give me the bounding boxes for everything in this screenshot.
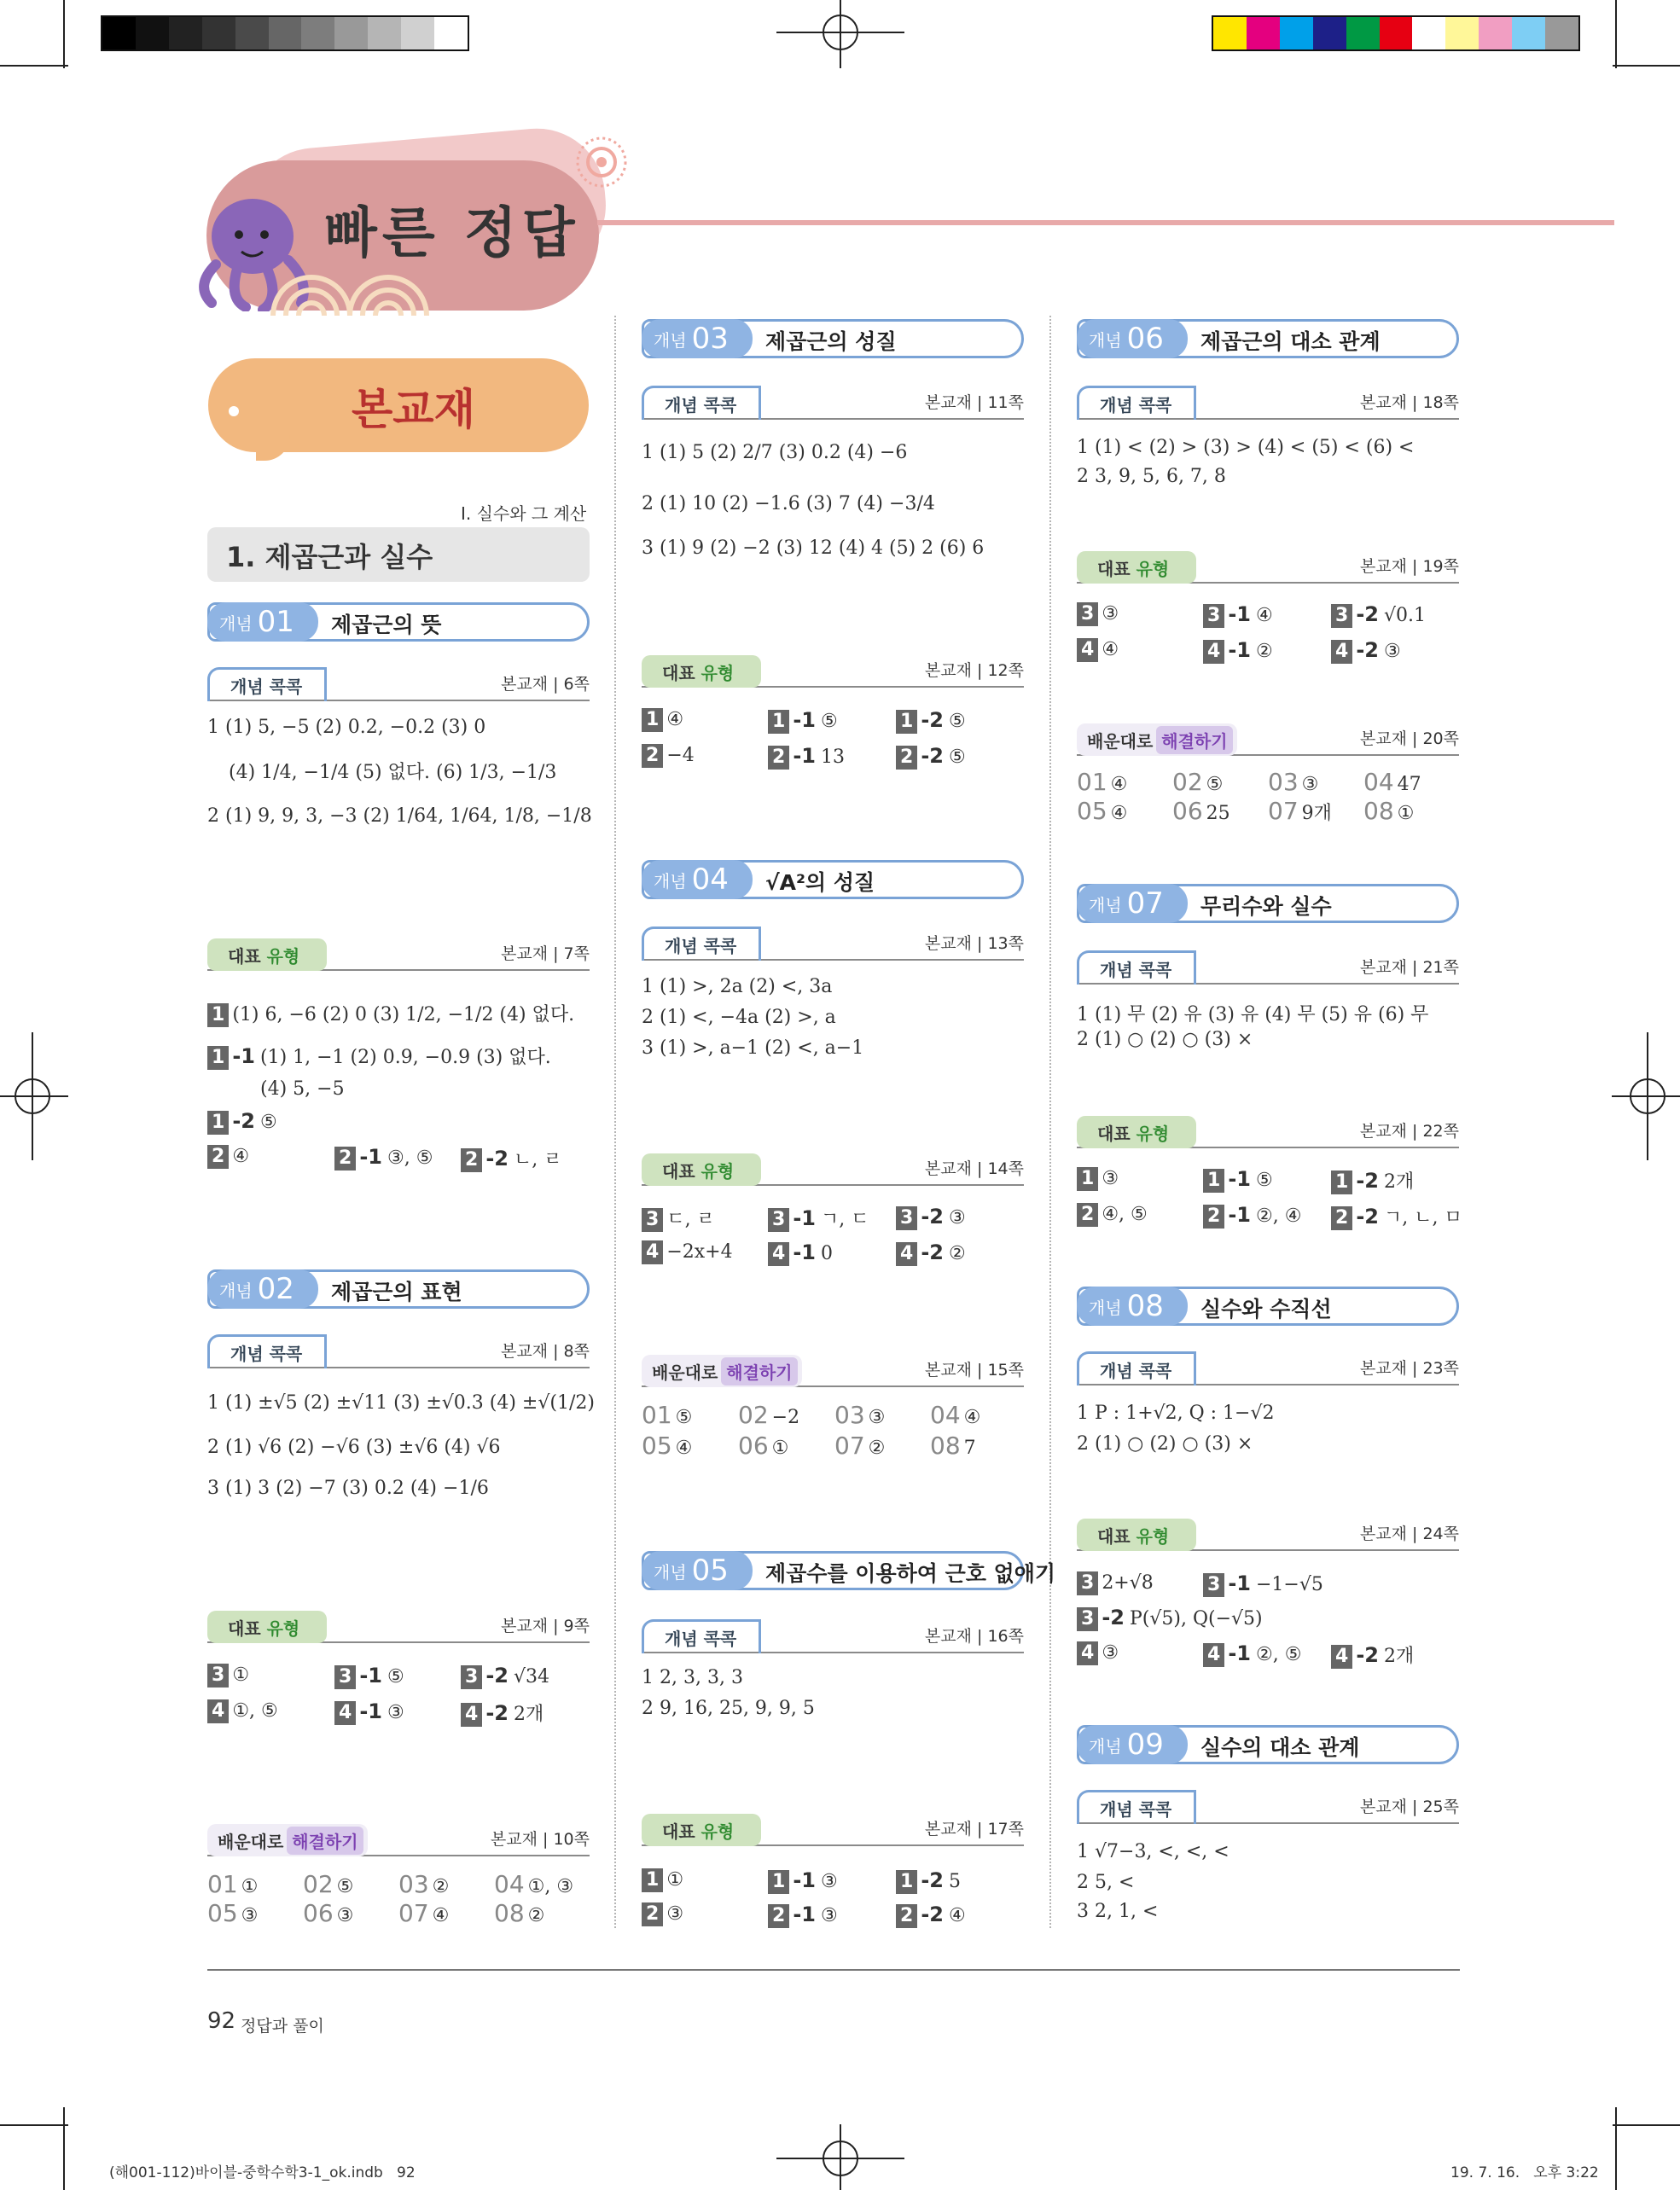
answer-line: 2 −4 xyxy=(642,744,695,768)
answer-line: 01 ① xyxy=(207,1870,259,1898)
answer-line: 3 (1) 3 (2) −7 (3) 0.2 (4) −1/6 xyxy=(207,1478,489,1499)
concept-header-08: 개념 08 실수와 수직선 xyxy=(1077,1287,1459,1326)
answer-line: 1 (1) >, 2a (2) <, 3a xyxy=(642,976,833,997)
answer-line: 1 (1) 6, −6 (2) 0 (3) 1/2, −1/2 (4) 없다. xyxy=(207,1000,574,1027)
chapter-tag: I. 실수와 그 계산 xyxy=(461,503,587,524)
answer-line: 01 ④ xyxy=(1077,768,1128,796)
answer-line: 4 -2 ② xyxy=(896,1240,966,1266)
check-subheader: 개념 콕콕 본교재 | 21쪽 xyxy=(1077,950,1459,985)
answer-line: 06 ① xyxy=(738,1432,789,1460)
concept-header-03: 개념 03 제곱근의 성질 xyxy=(642,319,1024,358)
answer-line: 1 √7−3, <, <, < xyxy=(1077,1841,1229,1862)
answer-line: 05 ④ xyxy=(642,1432,693,1460)
answer-line: 3 (1) 9 (2) −2 (3) 12 (4) 4 (5) 2 (6) 6 xyxy=(642,537,985,559)
registration-mark xyxy=(776,0,904,68)
print-date-info: 19. 7. 16. 오후 3:22 xyxy=(1450,2164,1599,2181)
concept-header-05: 개념 05 제곱수를 이용하여 근호 없애기 xyxy=(642,1551,1024,1590)
crop-mark xyxy=(0,2124,68,2126)
answer-line: 3 -1 ⑤ xyxy=(334,1664,404,1689)
book-label-dot xyxy=(229,406,239,416)
check-subheader: 개념 콕콕 본교재 | 25쪽 xyxy=(1077,1790,1459,1824)
answer-line: (4) 5, −5 xyxy=(260,1078,345,1100)
concept-header-01: 개념 01 제곱근의 뜻 xyxy=(207,602,590,642)
answer-line: 1 -2 ⑤ xyxy=(896,708,966,734)
answer-line: 3 ① xyxy=(207,1664,249,1688)
answer-line: 4 -2 2개 xyxy=(1331,1641,1414,1669)
rep-subheader: 대표 유형 본교재 | 7쪽 xyxy=(207,937,590,971)
answer-line: 3 ③ xyxy=(1077,602,1119,626)
answer-line: 06 ③ xyxy=(303,1899,354,1927)
answer-line: 2 5, < xyxy=(1077,1872,1135,1893)
crop-mark xyxy=(1613,65,1680,67)
rep-subheader: 대표 유형 본교재 | 14쪽 xyxy=(642,1152,1024,1186)
answer-line: 3 -1 −1−√5 xyxy=(1203,1571,1323,1597)
answer-line: 2 -1 ③, ⑤ xyxy=(334,1145,433,1171)
answer-line: 4 -2 ③ xyxy=(1331,638,1401,664)
answer-line: 3 2, 1, < xyxy=(1077,1901,1159,1922)
concept-header-04: 개념 04 √A²의 성질 xyxy=(642,860,1024,899)
answer-line: 1 (1) 5, −5 (2) 0.2, −0.2 (3) 0 xyxy=(207,717,486,738)
answer-line: 1 2, 3, 3, 3 xyxy=(642,1667,743,1688)
chapter-title: 1. 제곱근과 실수 xyxy=(226,541,433,573)
answer-line: 1 ① xyxy=(642,1868,683,1892)
solve-subheader: 배운대로 해결하기 본교재 | 10쪽 xyxy=(207,1822,590,1856)
concept-header-09: 개념 09 실수의 대소 관계 xyxy=(1077,1725,1459,1764)
rep-subheader: 대표 유형 본교재 | 17쪽 xyxy=(642,1812,1024,1846)
answer-line: 2 (1) ○ (2) ○ (3) × xyxy=(1077,1029,1253,1050)
answer-line: 3 (1) >, a−1 (2) <, a−1 xyxy=(642,1037,864,1059)
check-subheader: 개념 콕콕 본교재 | 13쪽 xyxy=(642,927,1024,961)
answer-line: 3 -2 P(√5), Q(−√5) xyxy=(1077,1606,1263,1631)
answer-line: 2 -1 ③ xyxy=(768,1902,838,1928)
grayscale-color-bar xyxy=(101,15,469,51)
crop-mark xyxy=(0,65,68,67)
cmyk-color-bar xyxy=(1212,15,1580,51)
answer-line: 3 -2 √34 xyxy=(461,1664,549,1689)
solve-subheader: 배운대로 해결하기 본교재 | 15쪽 xyxy=(642,1353,1024,1387)
check-subheader: 개념 콕콕 본교재 | 16쪽 xyxy=(642,1619,1024,1653)
answer-line: 2 3, 9, 5, 6, 7, 8 xyxy=(1077,466,1226,487)
answer-line: 08 ② xyxy=(494,1899,545,1927)
answer-line: 06 25 xyxy=(1172,797,1230,825)
answer-line: 1 (1) ±√5 (2) ±√11 (3) ±√0.3 (4) ±√(1/2) xyxy=(207,1392,595,1414)
answer-line: 1 -1 ⑤ xyxy=(768,708,838,734)
check-subheader: 개념 콕콕 본교재 | 18쪽 xyxy=(1077,386,1459,420)
answer-line: 2 (1) 9, 9, 3, −3 (2) 1/64, 1/64, 1/8, −1/8 xyxy=(207,805,592,827)
answer-line: 02 ⑤ xyxy=(1172,768,1224,796)
answer-line: 1 -2 2개 xyxy=(1331,1167,1414,1194)
answer-line: 2 ④ xyxy=(207,1145,249,1169)
answer-line: 1 (1) < (2) > (3) > (4) < (5) < (6) < xyxy=(1077,437,1415,458)
answer-line: 1 -2 ⑤ xyxy=(207,1109,277,1135)
answer-line: (4) 1/4, −1/4 (5) 없다. (6) 1/3, −1/3 xyxy=(229,762,557,783)
answer-line: 4 -1 ② xyxy=(1203,638,1273,664)
crop-mark xyxy=(1615,2107,1617,2190)
answer-line: 2 -1 13 xyxy=(768,744,845,770)
answer-line: 2 (1) 10 (2) −1.6 (3) 7 (4) −3/4 xyxy=(642,493,935,514)
answer-line: 04 47 xyxy=(1363,768,1421,796)
check-subheader: 개념 콕콕 본교재 | 23쪽 xyxy=(1077,1351,1459,1385)
answer-line: 02 ⑤ xyxy=(303,1870,354,1898)
answer-line: 2 -1 ②, ④ xyxy=(1203,1203,1301,1229)
book-label: 본교재 xyxy=(352,385,475,434)
column-divider xyxy=(614,316,616,1928)
answer-line: 04 ①, ③ xyxy=(494,1870,574,1898)
answer-line: 2 (1) <, −4a (2) >, a xyxy=(642,1007,836,1028)
answer-line: 1 -1 (1) 1, −1 (2) 0.9, −0.9 (3) 없다. xyxy=(207,1043,551,1070)
answer-line: 08 7 xyxy=(930,1432,976,1460)
answer-line: 1 (1) 5 (2) 2/7 (3) 0.2 (4) −6 xyxy=(642,442,908,463)
answer-line: 4 -1 ②, ⑤ xyxy=(1203,1641,1301,1667)
answer-line: 01 ⑤ xyxy=(642,1401,693,1429)
answer-line: 07 9개 xyxy=(1268,797,1332,825)
solve-subheader: 배운대로 해결하기 본교재 | 20쪽 xyxy=(1077,722,1459,756)
page-title: 빠른 정답 xyxy=(324,202,580,265)
answer-line: 2 -2 ⑤ xyxy=(896,744,966,770)
check-subheader: 개념 콕콕 본교재 | 11쪽 xyxy=(642,386,1024,420)
answer-line: 4 ③ xyxy=(1077,1641,1119,1665)
answer-line: 1 ④ xyxy=(642,708,683,732)
answer-line: 3 -1 ㄱ, ㄷ xyxy=(768,1205,869,1232)
answer-line: 2 ③ xyxy=(642,1902,683,1926)
answer-line: 1 -1 ⑤ xyxy=(1203,1167,1273,1193)
registration-mark xyxy=(776,2124,904,2190)
answer-line: 03 ② xyxy=(398,1870,450,1898)
footer-label: 정답과 풀이 xyxy=(241,2017,324,2036)
answer-line: 1 (1) 무 (2) 유 (3) 유 (4) 무 (5) 유 (6) 무 xyxy=(1077,1004,1429,1025)
answer-line: 3 -2 √0.1 xyxy=(1331,602,1426,628)
answer-line: 2 -2 ㄱ, ㄴ, ㅁ xyxy=(1331,1203,1462,1230)
crop-mark xyxy=(63,0,65,68)
answer-line: 4 −2x+4 xyxy=(642,1240,733,1264)
sun-decoration-icon xyxy=(572,132,631,192)
concept-header-06: 개념 06 제곱근의 대소 관계 xyxy=(1077,319,1459,358)
answer-line: 1 P : 1+√2, Q : 1−√2 xyxy=(1077,1403,1275,1424)
answer-line: 03 ③ xyxy=(1268,768,1319,796)
answer-line: 2 (1) √6 (2) −√6 (3) ±√6 (4) √6 xyxy=(207,1437,501,1458)
rep-subheader: 대표 유형 본교재 | 9쪽 xyxy=(207,1609,590,1643)
answer-line: 4 -1 0 xyxy=(768,1240,833,1266)
rep-subheader: 대표 유형 본교재 | 24쪽 xyxy=(1077,1517,1459,1551)
answer-line: 2 ④, ⑤ xyxy=(1077,1203,1148,1227)
answer-line: 2 9, 16, 25, 9, 9, 5 xyxy=(642,1698,815,1719)
rep-subheader: 대표 유형 본교재 | 22쪽 xyxy=(1077,1114,1459,1148)
pink-rule-line xyxy=(597,220,1614,225)
answer-line: 3 -1 ④ xyxy=(1203,602,1273,628)
answer-line: 07 ② xyxy=(834,1432,886,1460)
crop-mark xyxy=(1615,0,1617,68)
concept-header-02: 개념 02 제곱근의 표현 xyxy=(207,1269,590,1309)
answer-line: 4 -1 ③ xyxy=(334,1699,404,1725)
concept-header-07: 개념 07 무리수와 실수 xyxy=(1077,884,1459,923)
rep-subheader: 대표 유형 본교재 | 12쪽 xyxy=(642,654,1024,688)
answer-line: 07 ④ xyxy=(398,1899,450,1927)
answer-line: 05 ④ xyxy=(1077,797,1128,825)
check-subheader: 개념 콕콕 본교재 | 6쪽 xyxy=(207,667,590,701)
answer-line: 4 ④ xyxy=(1077,638,1119,662)
page-number: 92 xyxy=(207,2008,236,2034)
answer-line: 2 -2 ㄴ, ㄹ xyxy=(461,1145,561,1172)
registration-mark xyxy=(0,1032,68,1160)
column-divider xyxy=(1049,316,1051,1928)
answer-line: 2 -2 ④ xyxy=(896,1902,966,1928)
check-subheader: 개념 콕콕 본교재 | 8쪽 xyxy=(207,1334,590,1368)
answer-line: 03 ③ xyxy=(834,1401,886,1429)
answer-line: 05 ③ xyxy=(207,1899,259,1927)
print-file-info: (해001-112)바이블-중학수학3-1_ok.indb 92 xyxy=(109,2164,416,2181)
book-label-tail xyxy=(256,427,290,461)
answer-line: 3 -2 ③ xyxy=(896,1205,966,1230)
answer-line: 1 -1 ③ xyxy=(768,1868,838,1894)
answer-line: 1 -2 5 xyxy=(896,1868,961,1894)
answer-line: 1 ③ xyxy=(1077,1167,1119,1191)
answer-line: 08 ① xyxy=(1363,797,1415,825)
answer-line: 04 ④ xyxy=(930,1401,981,1429)
crop-mark xyxy=(63,2107,65,2190)
footer-rule xyxy=(207,1969,1460,1971)
registration-mark xyxy=(1612,1032,1680,1160)
answer-line: 4 -2 2개 xyxy=(461,1699,544,1727)
rep-subheader: 대표 유형 본교재 | 19쪽 xyxy=(1077,549,1459,584)
answer-line: 4 ①, ⑤ xyxy=(207,1699,278,1723)
answer-line: 2 (1) ○ (2) ○ (3) × xyxy=(1077,1433,1253,1455)
answer-line: 3 2+√8 xyxy=(1077,1571,1154,1595)
crop-mark xyxy=(1613,2124,1680,2126)
answer-line: 02 −2 xyxy=(738,1401,800,1429)
answer-line: 3 ㄷ, ㄹ xyxy=(642,1205,715,1232)
